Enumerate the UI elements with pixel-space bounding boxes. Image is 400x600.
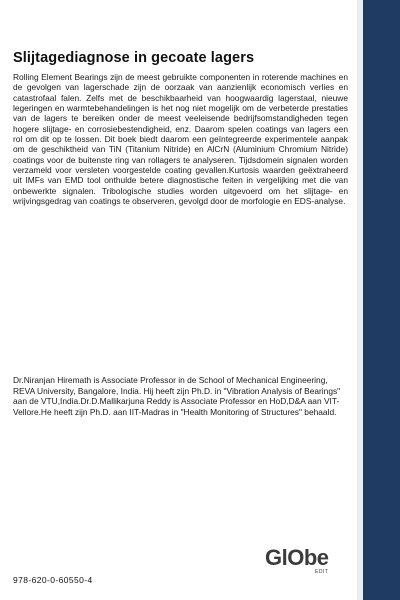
publisher-logo-text: GlObe [265, 545, 329, 570]
book-title: Slijtagediagnose in gecoate lagers [13, 50, 255, 66]
isbn: 978-620-0-60550-4 [13, 575, 93, 585]
author-bio: Dr.Niranjan Hiremath is Associate Professor in de School of Mechanical Engineering, REVA University, Bangalore, India. Hij heeft zijn Ph.D. in "Vibration Analysis of Bearings" aan de VTU,India.Dr.D.Mallikarjuna Reddy is Associate Professor en HoD,D&A aan VIT-Vellore.He heeft zijn Ph.D. aan IIT-Madras in "Health Monitoring of Structures" behaald. [13, 375, 341, 417]
publisher-logo [265, 545, 345, 573]
book-description: Rolling Element Bearings zijn de meest gebruikte componenten in roterende machines en de gevolgen van lagerschade zijn de oorzaak van aanzienlijk economisch verlies en catastrofaal falen. Zelfs met de beschikbaarheid van hoogwaardig lagerstaal, nieuwe legeringen en warmtebehandelingen is het nog niet mogelijk om de verbeterde prestaties van de lagers te bereiken onder de meest veeleisende bedrijfsomstandigheden tegen hogere slijtage- en corrosiebestendigheid, enz. Daarom spelen coatings van lagers een rol om dit op te lossen. Dit boek biedt daarom een geïntegreerde experimentele aanpak om de geschiktheid van TiN (Titanium Nitride) en AlCrN (Aluminium Chromium Nitride) coatings voor de buitenste ring van rollagers te analyseren. Tijdsdomein signalen worden verzameld voor versleten voorgestelde coating gevallen.Kurtosis waarden geëxtraheerd uit IMFs van EMD tool onthulde betere diagnostische feiten in vergelijking met die van onbewerkte signalen. Tribologische studies worden uitgevoerd om het slijtage- en wrijvingsgedrag van coatings te observeren, gevolgd door de morfologie en EDS-analyse. [13, 72, 348, 207]
publisher-logo-sub: EDIT [315, 569, 329, 575]
spine-stripe [363, 0, 400, 600]
barcode [13, 535, 143, 595]
